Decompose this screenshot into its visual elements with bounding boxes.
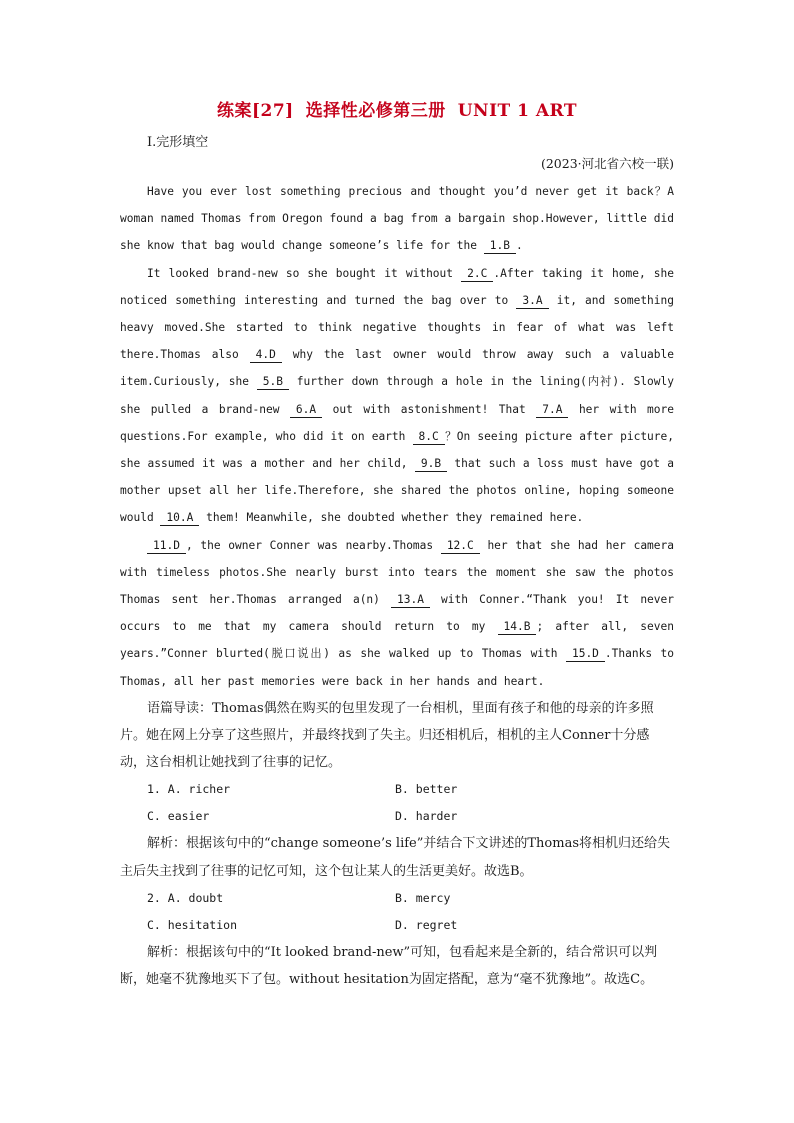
option-b: B. mercy	[395, 890, 451, 905]
option-b: B. better	[395, 782, 458, 797]
option-a: 2. A. doubt	[147, 890, 224, 905]
passage-paragraph-3	[120, 532, 674, 695]
worksheet-page	[120, 96, 674, 993]
passage-paragraph-2	[120, 260, 674, 532]
title-prefix: 练案[27]	[216, 101, 294, 121]
title-book: 选择性必修第三册	[305, 101, 446, 121]
text: out with astonishment! That	[322, 402, 537, 416]
answer-blank-6: 6.A	[290, 403, 322, 418]
guide-text: Thomas偶然在购买的包里发现了一台相机，里面有孩子和他的母亲的许多照片。她在网上分享了这些照片，并最终找到了失主。归还相机后，相机的主人Conner十分感动，这台相机让她找到了往事的记忆。	[120, 700, 654, 771]
answer-blank-1: 1.B	[484, 239, 516, 254]
text: .Thanks to Thomas, all her past memories were back in her hands and heart.	[120, 647, 674, 688]
source-note: (2023·河北省六校一联)	[540, 156, 674, 171]
section-heading: Ⅰ.完形填空	[147, 135, 209, 150]
text: ; after all, seven years.”Conner blurted(脱口说出) as she walked up to Thomas with	[120, 620, 674, 661]
text: with Conner.“Thank you! It never occurs to me that my camera should return to my	[120, 593, 674, 634]
answer-blank-7: 7.A	[536, 403, 568, 418]
answer-blank-11: 11.D	[147, 539, 186, 554]
answer-blank-2: 2.C	[461, 267, 493, 282]
text: .After taking it home, she noticed something interesting and turned the bag over to	[120, 266, 674, 307]
answer-blank-13: 13.A	[391, 593, 430, 608]
answer-blank-10: 10.A	[160, 511, 199, 526]
text: it, and something heavy moved.She started to think negative thoughts in fear of what was left there.Thomas also	[120, 293, 674, 362]
option-d: D. regret	[395, 917, 458, 932]
answer-blank-4: 4.D	[250, 348, 282, 363]
text: , the owner Conner was nearby.Thomas	[185, 538, 441, 552]
text: ？On seeing picture after picture, she assumed it was a mother and her child,	[120, 429, 674, 471]
answer-blank-8: 8.C	[413, 430, 445, 445]
text: further down through a hole in the lining(内衬). Slowly she pulled a brand-new	[120, 375, 674, 416]
text: why the last owner would throw away such a valuable item.Curiously, she	[120, 348, 674, 389]
option-a: 1. A. richer	[147, 782, 231, 797]
guide-label: 语篇导读：	[147, 700, 213, 716]
text: them! Meanwhile, she doubted whether they remained here.	[199, 511, 584, 525]
passage-paragraph-1	[120, 178, 674, 260]
option-d: D. harder	[395, 809, 458, 824]
option-c: C. hesitation	[147, 917, 238, 932]
question-2-options	[147, 885, 674, 939]
text: Have you ever lost something precious and thought you’d never get it back？A woman named Thomas from Oregon found a bag from a bargain shop.However, little did she know that bag would change someone’s life for the	[120, 185, 674, 253]
question-2-analysis: 解析：根据该句中的“It looked brand-new”可知，包看起来是全新的，结合常识可以判断，她毫不犹豫地买下了包。without hesitation为固定搭配，意为“毫不犹豫地”。故选C。	[120, 944, 658, 988]
answer-blank-14: 14.B	[498, 620, 537, 635]
reading-guide	[120, 695, 674, 777]
question-1-options	[147, 776, 674, 830]
text: her that she had her camera with timeless photos.She nearly burst into tears the moment she saw the photos Thomas sent her.Thomas arranged a(n)	[120, 538, 674, 607]
answer-blank-3: 3.A	[516, 294, 548, 309]
title-unit: UNIT 1 ART	[457, 101, 578, 121]
answer-blank-15: 15.D	[566, 647, 605, 662]
text: .	[515, 239, 523, 253]
question-1-analysis: 解析：根据该句中的“change someone’s life”并结合下文讲述的Thomas将相机归还给失主后失主找到了往事的记忆可知，这个包让某人的生活更美好。故选B。	[120, 836, 671, 879]
text: her with more questions.For example, who did it on earth	[120, 402, 675, 443]
answer-blank-5: 5.B	[257, 375, 289, 390]
text: It looked brand-new so she bought it without	[147, 266, 462, 280]
answer-blank-9: 9.B	[415, 457, 447, 472]
text: that such a loss must have got a mother upset all her life.Therefore, she shared the photos online, hoping someone would	[120, 457, 674, 525]
option-c: C. easier	[147, 809, 210, 824]
page-title	[120, 96, 674, 121]
answer-blank-12: 12.C	[441, 539, 480, 554]
